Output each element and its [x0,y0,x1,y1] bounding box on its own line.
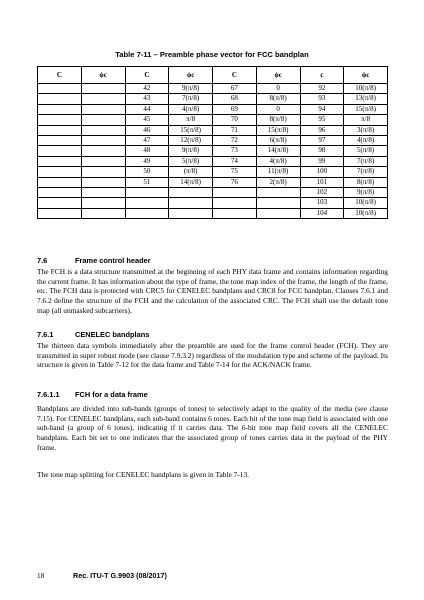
table-cell [81,115,125,125]
table-body [38,84,388,219]
table-cell [81,136,125,146]
table-cell: 98 [300,146,344,156]
paragraph: Bandplans are divided into sub-bands (groups of tones) to selectively adapt to the quality of the media (see clause 7.15). For CENELEC bandplans, each sub-band contains 6 tones. Each bit of the tone map field is associated with one sub-band (a group of 6 tones), indicating if it carries data. The 6-bit tone map field covers all the CENELEC bandplans. Each bit set to one indicates that the associated group of tones carries data in the payload of the PHY frame. [37,404,388,452]
table-cell: 50 [125,167,169,177]
table-row [38,136,388,146]
table-cell: 96 [300,125,344,135]
table-caption: Table 7-11 – Preamble phase vector for FCC bandplan [115,50,309,59]
table-cell: 12(π/8) [169,136,213,146]
table-cell: 94 [300,104,344,114]
page-number: 18 [37,572,45,580]
table-cell: 14(π/8) [169,177,213,187]
table-cell: 14(π/8) [256,146,300,156]
table-cell: 5(π/8) [344,146,388,156]
section-number: 7.6.1 [37,330,54,339]
table-cell [38,208,82,218]
section-number: 7.6.1.1 [37,390,60,399]
table-cell: 0 [256,84,300,94]
table-cell: 15(π/8) [169,125,213,135]
table-cell: 75 [213,167,257,177]
table-cell: 74 [213,156,257,166]
table-row [38,94,388,104]
table-cell: 10(π/8) [344,84,388,94]
table-row [38,115,388,125]
table-row [38,188,388,198]
table-cell [38,125,82,135]
table-cell: 49 [125,156,169,166]
table-row [38,146,388,156]
table-cell [81,84,125,94]
table-row [38,84,388,94]
table-cell [81,167,125,177]
section-title: FCH for a data frame [75,390,148,399]
table-cell: 48 [125,146,169,156]
table-row [38,125,388,135]
table-cell: 101 [300,177,344,187]
table-cell: 8(π/8) [344,177,388,187]
table-cell [169,208,213,218]
table-cell: 9(π/8) [169,84,213,94]
table-cell: 3(π/8) [344,125,388,135]
table-row [38,156,388,166]
preamble-phase-table [37,66,388,219]
page-footer [37,571,167,580]
table-cell: 7(π/8) [169,94,213,104]
column-header: ϕc [344,67,388,84]
table-cell: (π/8) [169,167,213,177]
section-title: Frame control header [75,256,151,265]
table-row [38,198,388,208]
column-header: C [213,67,257,84]
table-cell [81,94,125,104]
table-row [38,177,388,187]
table-cell: 13(π/8) [344,94,388,104]
column-header: c [300,67,344,84]
table-cell: 103 [300,198,344,208]
table-cell: π/8 [344,115,388,125]
table-cell: 2(π/8) [256,177,300,187]
column-header: ϕc [169,67,213,84]
table-cell: 4(π/8) [256,156,300,166]
table-cell [81,156,125,166]
table-cell [81,146,125,156]
table-cell: 93 [300,94,344,104]
table-cell: 71 [213,125,257,135]
paragraph: The FCH is a data structure transmitted at the beginning of each PHY data frame and contains information regarding the current frame. It has information about the type of frame, the tone map index of the frame, the length of the frame, etc. The FCH data is protected with CRC5 for CENELEC bandplans and CRC8 for FCC bandplan. Clauses 7.6.1 and 7.6.2 define the structure of the FCH and the calculation of the associated CRC. The FCH shall use the default tone map (all unmasked subcarriers). [37,267,388,315]
table-cell [38,188,82,198]
table-cell: 92 [300,84,344,94]
table-cell: 0 [256,104,300,114]
table-cell: 7(π/8) [344,167,388,177]
table-cell: 15(π/8) [256,125,300,135]
table-cell [38,156,82,166]
table-cell: 47 [125,136,169,146]
table-cell [213,198,257,208]
table-cell: 45 [125,115,169,125]
table-cell: 5(π/8) [169,156,213,166]
table-cell [38,136,82,146]
table-cell: 8(π/8) [256,94,300,104]
table-cell: 4(π/8) [344,136,388,146]
table-cell: 95 [300,115,344,125]
table-cell [169,188,213,198]
table-cell [38,198,82,208]
table-cell: 11(π/8) [256,167,300,177]
table-cell: 73 [213,146,257,156]
table-cell [81,188,125,198]
table-cell: 9(π/8) [169,146,213,156]
table-cell [256,188,300,198]
table-cell: 15(π/8) [344,104,388,114]
column-header: C [125,67,169,84]
table-cell: 97 [300,136,344,146]
section-heading [37,330,149,339]
paragraph: The thirteen data symbols immediately after the preamble are used for the frame control header (FCH). They are transmitted in super robust mode (see clause 7.9.3.2) regardless of the modulation type and scheme of the payload. Its structure is given in Table 7-12 for the data frame and Table 7-14 for the ACK/NACK frame. [37,341,388,370]
table-row [38,167,388,177]
table-cell [81,208,125,218]
table-cell [256,208,300,218]
table-cell: 6(π/8) [256,136,300,146]
table-cell [38,146,82,156]
table-cell: 104 [300,208,344,218]
table-cell: 7(π/8) [344,156,388,166]
document-reference: Rec. ITU-T G.9903 (08/2017) [73,571,167,580]
table-cell [125,188,169,198]
table-cell: 42 [125,84,169,94]
table-cell [81,104,125,114]
table-cell: 10(π/8) [344,198,388,208]
table-cell: 68 [213,94,257,104]
table-cell [125,198,169,208]
table-cell: 44 [125,104,169,114]
table-cell [38,167,82,177]
column-header: C [38,67,82,84]
table-cell: 69 [213,104,257,114]
table-cell: 8(π/8) [256,115,300,125]
table-cell: 72 [213,136,257,146]
table-row [38,104,388,114]
section-number: 7.6 [37,256,48,265]
table-cell: 102 [300,188,344,198]
table-cell: π/8 [169,115,213,125]
section-heading [37,256,151,265]
column-header: ϕc [256,67,300,84]
table-cell [38,177,82,187]
table-header [38,67,388,84]
table-cell [125,208,169,218]
table-cell [81,198,125,208]
table-cell [38,84,82,94]
paragraph: The tone map splitting for CENELEC bandplans is given in Table 7-13. [37,470,249,479]
table-cell: 46 [125,125,169,135]
table-cell [213,208,257,218]
table-cell [81,177,125,187]
table-cell: 67 [213,84,257,94]
table-cell [213,188,257,198]
table-cell [38,115,82,125]
table-cell: 100 [300,167,344,177]
table-row [38,208,388,218]
section-heading [37,390,148,399]
table-cell [38,94,82,104]
table-cell [169,198,213,208]
column-header: ϕc [81,67,125,84]
table-cell: 9(π/8) [344,188,388,198]
table-cell: 51 [125,177,169,187]
table-cell: 70 [213,115,257,125]
table-cell: 10(π/8) [344,208,388,218]
table-cell [38,104,82,114]
section-title: CENELEC bandplans [75,330,150,339]
table-cell [81,125,125,135]
table-cell: 76 [213,177,257,187]
table-cell: 43 [125,94,169,104]
table-cell: 99 [300,156,344,166]
table-cell [256,198,300,208]
table-cell: 4(π/8) [169,104,213,114]
